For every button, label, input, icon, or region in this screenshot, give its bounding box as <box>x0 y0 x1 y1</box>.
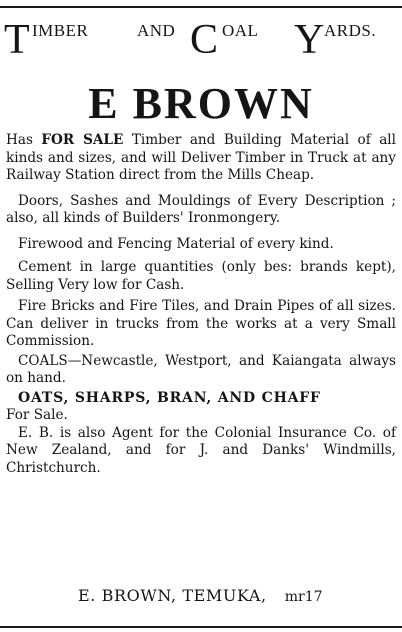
ad-body <box>6 132 396 477</box>
paragraph-cement: Cement in large quantities (only bes: brands kept), Selling Very low for Cash. <box>6 259 396 293</box>
header-and: AND <box>137 21 176 40</box>
top-rule <box>0 6 402 8</box>
p1-rest: Timber and Building Material of all kinds and sizes, and will Deliver Timber in Truck at any Railway Station direct from the Mills Cheap. <box>6 132 397 183</box>
signature-line <box>78 586 323 605</box>
for-sale-label: FOR SALE <box>41 132 124 148</box>
header-y-initial: Y <box>294 17 325 63</box>
header-y-rest: ARDS. <box>324 21 377 40</box>
insertion-code: mr17 <box>284 589 323 605</box>
paragraph-oats: OATS, SHARPS, BRAN, AND CHAFF <box>18 389 321 406</box>
p1-lead: Has <box>6 132 42 148</box>
header-t-initial: T <box>4 17 30 63</box>
paragraph-for-sale: For Sale. <box>6 407 68 423</box>
header-c-rest: OAL <box>222 21 259 40</box>
paragraph-bricks: Fire Bricks and Fire Tiles, and Drain Pipes of all sizes. Can deliver in trucks from the works at a very Small Commission. <box>6 298 396 349</box>
paragraph-timber <box>6 132 396 185</box>
merchant-name: E BROWN <box>88 79 314 128</box>
signature-text: E. BROWN, TEMUKA, <box>78 586 267 605</box>
paragraph-agent: E. B. is also Agent for the Colonial Insurance Co. of New Zealand, and for J. and Danks' Windmills, Christchurch. <box>6 424 396 476</box>
paragraph-doors: Doors, Sashes and Mouldings of Every Description ; also, all kinds of Builders' Ironmongery. <box>6 192 396 226</box>
ad-header <box>4 14 398 74</box>
header-c-initial: C <box>190 17 219 63</box>
paragraph-firewood: Firewood and Fencing Material of every kind. <box>18 235 334 252</box>
header-t-rest: IMBER <box>32 21 89 40</box>
bottom-rule <box>0 626 402 628</box>
paragraph-coals: COALS—Newcastle, Westport, and Kaiangata always on hand. <box>6 352 396 386</box>
